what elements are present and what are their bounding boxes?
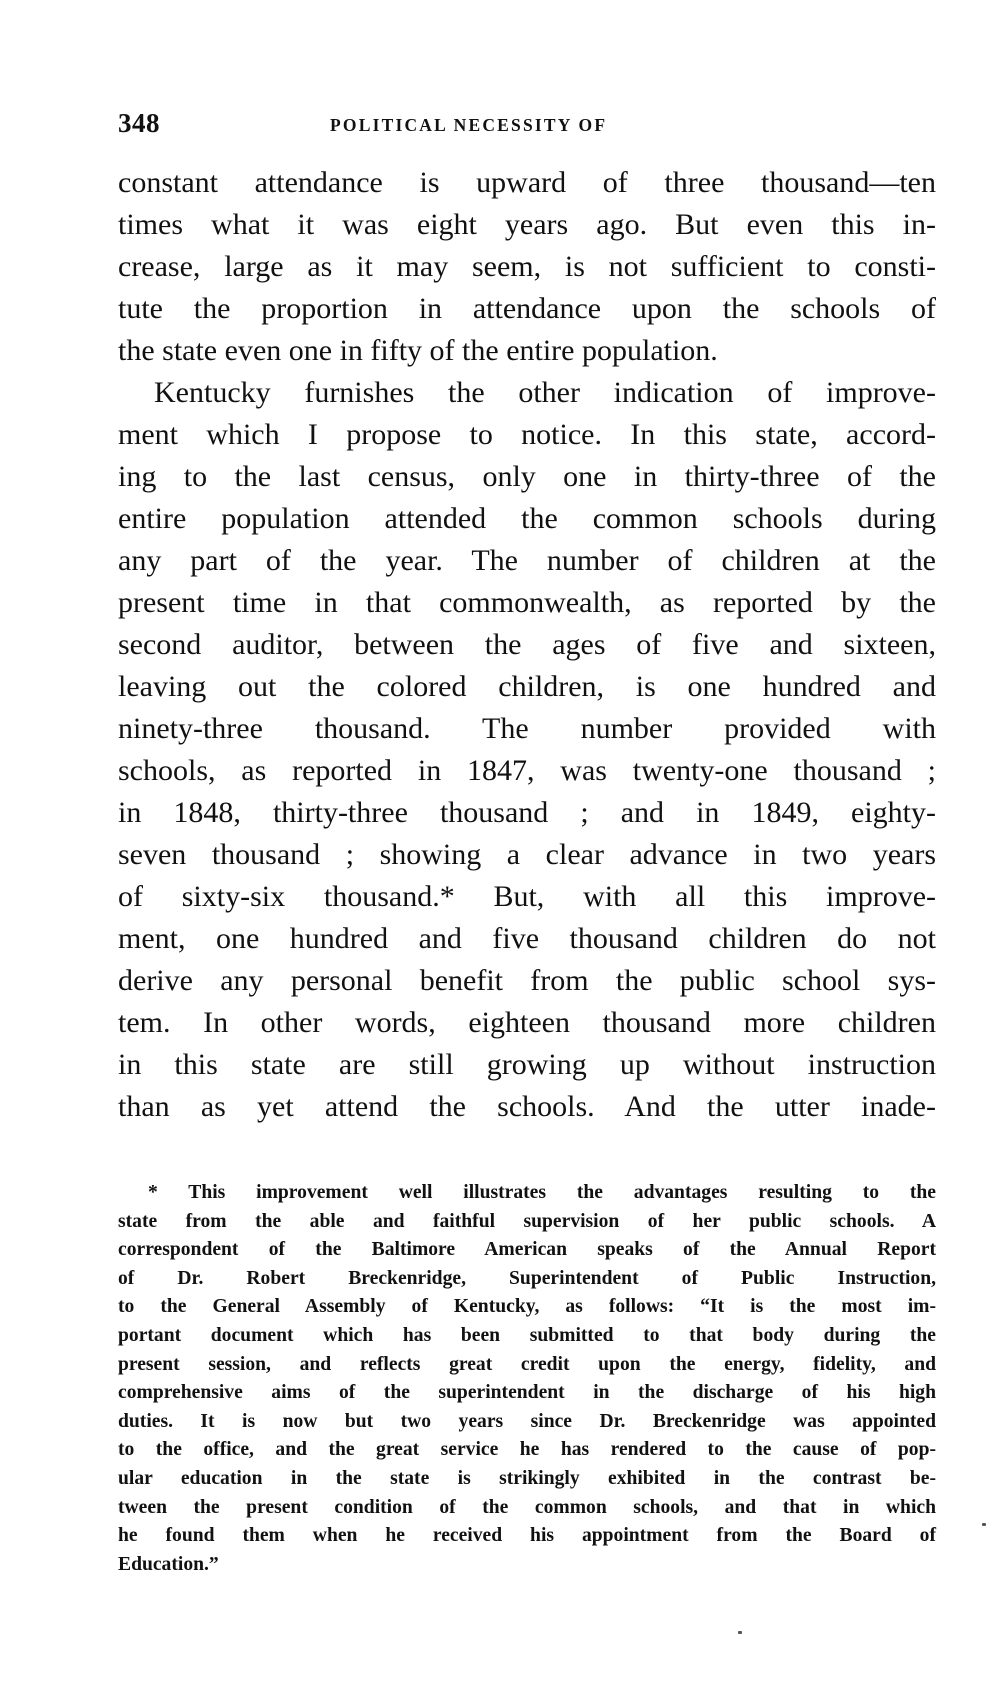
- running-title: POLITICAL NECESSITY OF: [330, 115, 608, 135]
- body-line: crease, large as it may seem, is not sufficient to consti-: [118, 250, 936, 283]
- footnote-line: state from the able and faithful supervision of her public schools. A: [118, 1210, 936, 1232]
- page-number: 348: [118, 108, 160, 138]
- body-line: in 1848, thirty-three thousand ; and in 1849, eighty-: [118, 796, 936, 829]
- body-line: than as yet attend the schools. And the utter inade-: [118, 1090, 936, 1123]
- footnote-line: duties. It is now but two years since Dr. Breckenridge was appointed: [118, 1410, 936, 1432]
- body-line: the state even one in fifty of the entire population.: [118, 334, 718, 367]
- body-line: Kentucky furnishes the other indication of improve-: [154, 376, 936, 409]
- body-line: any part of the year. The number of children at the: [118, 544, 936, 577]
- body-line: ment which I propose to notice. In this state, accord-: [118, 418, 936, 451]
- body-line: seven thousand ; showing a clear advance in two years: [118, 838, 936, 871]
- running-head: [118, 108, 936, 148]
- footnote: [118, 1179, 936, 1579]
- footnote-line: ular education in the state is strikingly exhibited in the contrast be-: [118, 1467, 936, 1489]
- body-line: ninety-three thousand. The number provided with: [118, 712, 936, 745]
- body-line: tute the proportion in attendance upon the schools of: [118, 292, 936, 325]
- body-line: of sixty-six thousand.* But, with all this improve-: [118, 880, 936, 913]
- footnote-line: to the General Assembly of Kentucky, as follows: “It is the most im-: [118, 1296, 936, 1318]
- body-line: schools, as reported in 1847, was twenty-one thousand ;: [118, 754, 936, 787]
- body-line: constant attendance is upward of three thousand—ten: [118, 166, 936, 199]
- footnote-line: Education.”: [118, 1553, 219, 1575]
- print-speck: [738, 1631, 742, 1634]
- body-line: leaving out the colored children, is one hundred and: [118, 670, 936, 703]
- body-line: ing to the last census, only one in thirty-three of the: [118, 460, 936, 493]
- footnote-line: of Dr. Robert Breckenridge, Superintendent of Public Instruction,: [118, 1267, 936, 1289]
- footnote-line: portant document which has been submitted to that body during the: [118, 1324, 936, 1346]
- body-line: times what it was eight years ago. But even this in-: [118, 208, 936, 241]
- body-line: second auditor, between the ages of five and sixteen,: [118, 628, 936, 661]
- footnote-line: comprehensive aims of the superintendent in the discharge of his high: [118, 1382, 936, 1404]
- body-line: entire population attended the common schools during: [118, 502, 936, 535]
- body-line: in this state are still growing up without instruction: [118, 1048, 936, 1081]
- body-line: tem. In other words, eighteen thousand more children: [118, 1006, 936, 1039]
- body-line: derive any personal benefit from the public school sys-: [118, 964, 936, 997]
- footnote-line: correspondent of the Baltimore American speaks of the Annual Report: [118, 1239, 936, 1261]
- footnote-line: he found them when he received his appointment from the Board of: [118, 1525, 936, 1547]
- body-line: present time in that commonwealth, as reported by the: [118, 586, 936, 619]
- print-speck: [982, 1523, 986, 1526]
- body-line: ment, one hundred and five thousand children do not: [118, 922, 936, 955]
- footnote-line: present session, and reflects great credit upon the energy, fidelity, and: [118, 1353, 936, 1375]
- footnote-line: tween the present condition of the common schools, and that in which: [118, 1496, 936, 1518]
- footnote-line: * This improvement well illustrates the advantages resulting to the: [148, 1182, 936, 1203]
- body-text: [118, 162, 936, 1128]
- footnote-line: to the office, and the great service he has rendered to the cause of pop-: [118, 1439, 936, 1461]
